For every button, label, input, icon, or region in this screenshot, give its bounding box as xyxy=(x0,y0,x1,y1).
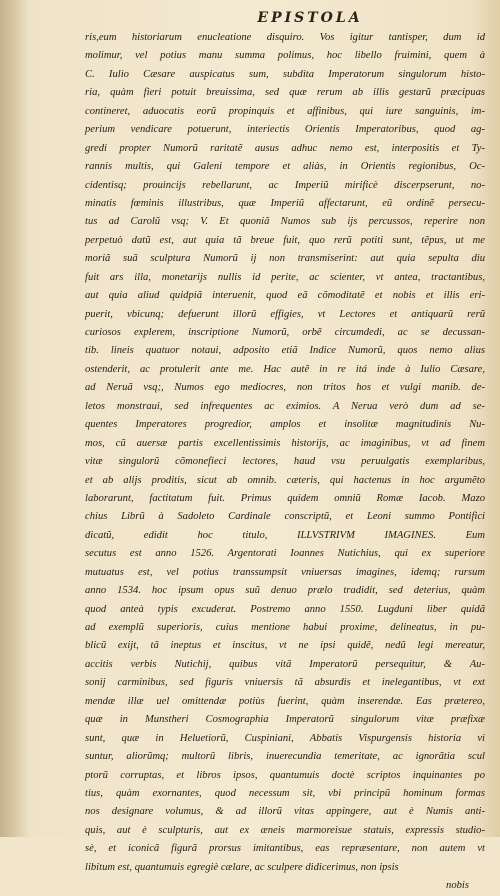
text-line: curiosos explerem, inscriptione Numorũ, orbẽ circumdedi, ac se decussan- xyxy=(85,327,485,338)
text-line: libitum est, quantumuis egregiè cælare, ac sculpere didicerimus, non ipsis xyxy=(85,861,399,873)
text-line: suntur, aliorũmq; multorũ libris, inuerecundia temeritate, ac ignorãtia scul xyxy=(85,751,485,763)
text-line: sunt, quæ in Heluetiorũ, Cuspiniani, Abbatis Vispurgensis historia vi xyxy=(85,732,485,744)
text-line: gredi propter Numorũ raritatẽ ausus adhuc nemo est, interpositis et Ty- xyxy=(85,142,485,154)
text-line: tus ad Carolũ vsq; V. Et quoniã Numos sub ijs percussos, reperire non xyxy=(85,216,485,228)
text-line: accitis verbis Nutichij, quibus vitã Imperatorũ persequitur, & Au- xyxy=(85,658,485,670)
text-line: cidentisq; prouincijs rebellarunt, ac Imperiũ mirificè discerpserunt, no- xyxy=(85,179,485,191)
text-line: quis, aut è sculpturis, aut ex æneis marmoreisue statuis, expressis studio- xyxy=(85,824,485,836)
text-line: perpetuò datũ est, aut quia tã breue fuit, quo rerũ potiti sunt, tẽpus, ut me xyxy=(85,234,485,246)
text-line: quod anteà typis excuderat. Postremo anno 1550. Lugduni liber quidã xyxy=(85,603,485,615)
text-line: tius, quàm exornantes, quod necessum sit, vbi principũ hominum formas xyxy=(85,787,485,799)
text-line: anno 1534. hoc ipsum opus suũ denuo prælo tradidit, sed deterius, quàm xyxy=(85,585,485,597)
text-line: et ab alijs proditis, sicut ab omnib. cæteris, qui hactenus in hoc argumẽto xyxy=(85,474,485,486)
text-line: mos, cũ auersæ partis excellentissimis historijs, ac imaginibus, vt ad finem xyxy=(85,437,485,449)
text-line: secutus est anno 1526. Argentorati Ioannes Nutichius, qui ex superiore xyxy=(85,548,485,560)
text-line: minatis fœminis illustribus, quæ Imperiũ affectarunt, eũ ordinẽ persecu- xyxy=(85,197,485,209)
text-line: moriã suã sculptura Numorũ ij non transmiserint: aut quia sepulta diu xyxy=(85,253,485,265)
catchword: nobis xyxy=(446,880,469,892)
text-line: contineret, aduocatis eorũ propinquis et affinibus, qui iure sanguinis, im- xyxy=(85,105,485,117)
text-line: molimur, vel potius manu summa polimus, hoc libello fruimini, quem à xyxy=(85,50,485,62)
text-line: mutuatus est, vel potius transsumpsit vniuersas imagines, idemq; rursum xyxy=(85,566,485,578)
text-line: ris,eum historiarum enucleatione disquiro. Vos igitur tantisper, dum id xyxy=(85,32,485,43)
text-line: quæ in Munstheri Cosmographia Imperatorũ singulorum vitæ præfixæ xyxy=(85,714,485,726)
text-line: mendæ illæ uel omittendæ potiùs fuerint, quàm inserendæ. Eas prætereo, xyxy=(85,695,485,707)
text-line: ria, quàm fieri potuit breuissima, sed quæ rerum ab illis gestarũ præcipuas xyxy=(85,87,485,99)
text-line: ad Neruã vsq;, Numos ego mediocres, non tritos hos et vulgi manib. de- xyxy=(85,382,485,394)
gutter-shadow xyxy=(0,0,30,837)
text-line: ptorũ corruptas, et libros ipsos, quantumuis doctè scriptos inquinantes po xyxy=(85,769,485,781)
epistle-body-text xyxy=(85,29,485,896)
text-line: sonij carminibus, sed figuris vniuersis tã absurdis et inelegantibus, vt ext xyxy=(85,677,485,689)
text-line: C. Iulio Cæsare auspicatus sum, subdita Imperatorum singulorum histo- xyxy=(85,68,485,80)
text-line: fuit ars illa, monetarijs nullis id perite, ac scienter, vt antea, tractantibus, xyxy=(85,271,485,283)
text-line: vitæ singulorũ cõmonefieci lectores, haud vsu peruulgatis exemplaribus, xyxy=(85,456,485,468)
text-line: chius Librũ à Sadoleto Cardinale conscriptũ, et Leoni summo Pontifici xyxy=(85,511,485,523)
text-line: ostenderit, ac protulerit ante me. Hac autẽ in re itá inde à Iulio Cæsare, xyxy=(85,363,485,375)
text-line: letos monstraui, sed infrequentes ac eximios. A Nerua verò dum ad se- xyxy=(85,400,485,412)
text-line: tib. lineis quatuor notaui, adposito etiã Indice Numorũ, quos nemo alius xyxy=(85,345,485,357)
text-line: perium vendicare potuerunt, interiectis Orientis Imperatoribus, quod ag- xyxy=(85,124,485,136)
text-line: laborarunt, factitatum fuit. Primus quidem omniũ Romæ Iacob. Mazo xyxy=(85,492,485,504)
text-line: aut quia aliud quidpiã interuenit, quod eã cõmoditatẽ et nobis et illis eri- xyxy=(85,290,485,302)
text-line: nos designare volumus, & ad illorũ vitas appingere, aut è Numis anti- xyxy=(85,806,485,818)
text-line: blicũ exijt, tã ineptus et inscitus, vt ne ipsi quidẽ, nedũ legi mereatur, xyxy=(85,640,485,652)
text-line: ad exemplũ superioris, cuius mentione habui proxime, delineatus, in pu- xyxy=(85,622,485,633)
text-line: quentes Imperatores progredior, amplos et insolitæ magnitudinis Nu- xyxy=(85,419,485,431)
running-head: EPISTOLA xyxy=(257,10,363,26)
text-line: puerit, vbicunq; defuerunt illorũ effigies, vt Lectores et antiquarũ rerũ xyxy=(85,308,485,320)
text-line: rannis multis, qui Galeni tempore et aliàs, in Orientis regionibus, Oc- xyxy=(85,161,485,173)
text-line: sè, et iconicã figurã prorsus imitantibus, eas repræsentare, non autem vt xyxy=(85,843,485,855)
text-line: dicatũ, edidit hoc titulo, ILLVSTRIVM IMAGINES. Eum xyxy=(85,529,485,541)
